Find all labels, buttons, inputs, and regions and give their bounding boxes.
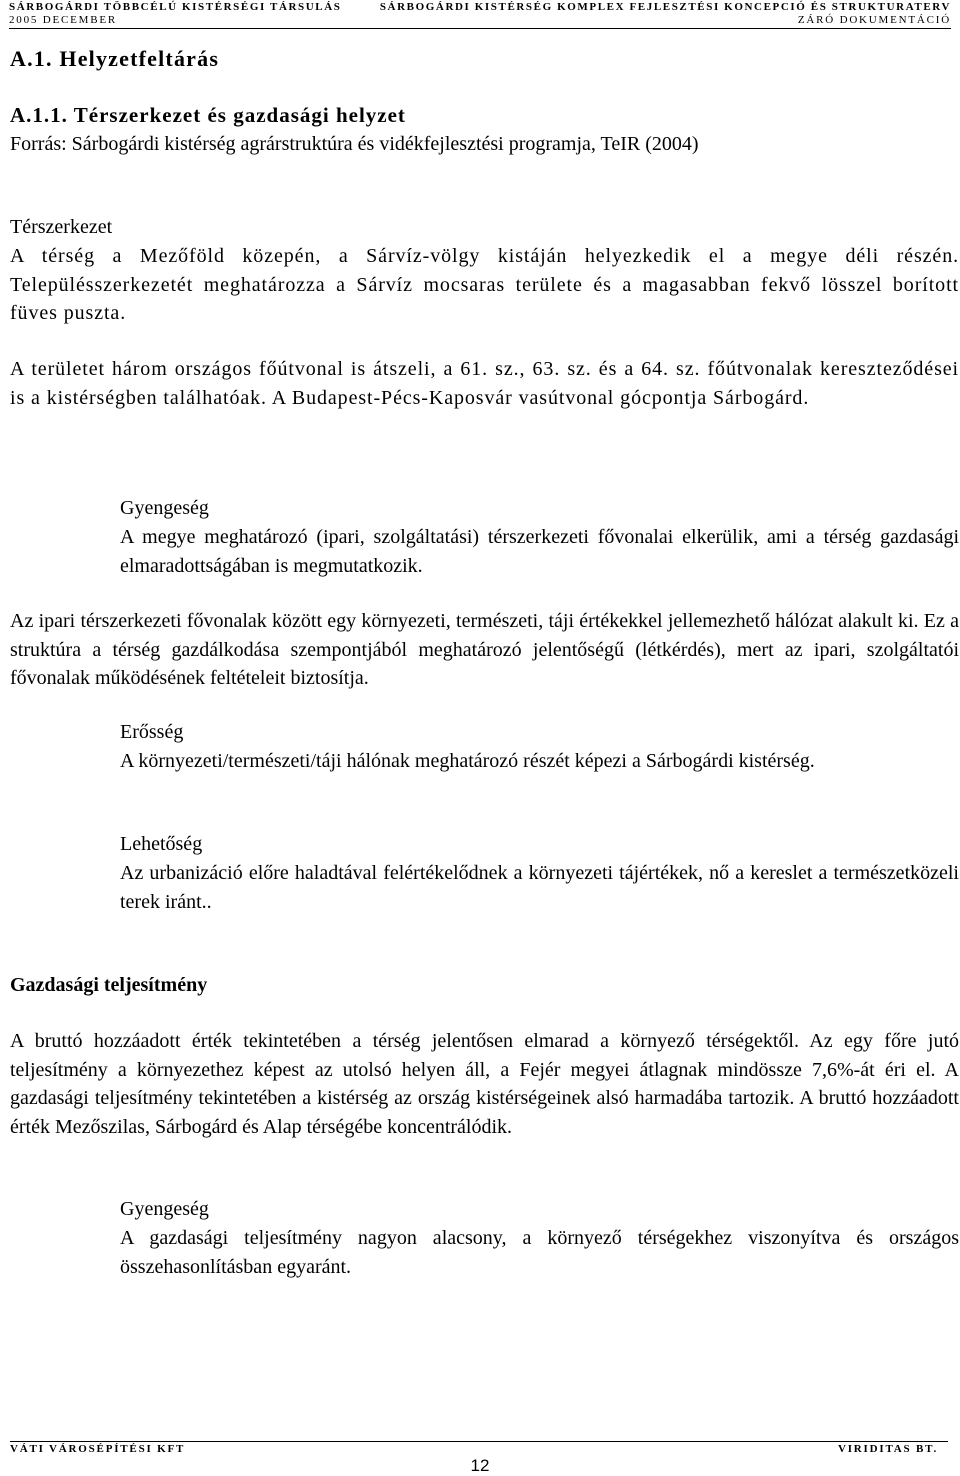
strength-text: A környezeti/természeti/táji hálónak meghatározó részét képezi a Sárbogárdi kistérség. [120, 750, 815, 772]
terszerkezet-paragraph-2: A területet három országos főútvonal is átszeli, a 61. sz., 63. sz. és a 64. sz. főútvonalak kereszteződései is a kistérségben találhatóak. A Budapest-Pécs-Kaposvár vasútvonal gócpontja Sárbogárd. [10, 358, 959, 409]
terszerkezet-paragraph-1: A térség a Mezőföld közepén, a Sárvíz-völgy kistáján helyezkedik el a megye déli részén. Településszerkezetét meghatározza a Sárvíz mocsaras területe és a magasabban fekvő lösszel borított füves puszta. [10, 245, 959, 324]
section-title: A.1. Helyzetfeltárás [10, 46, 220, 71]
subsection-title: A.1.1. Térszerkezet és gazdasági helyzet [10, 103, 406, 127]
footer-divider [10, 1441, 948, 1442]
gazdasag-paragraph-1: A bruttó hozzáadott érték tekintetében a térség jelentősen elmarad a környező térségektől. Az egy főre jutó teljesítmény a környezethez képest az utolsó helyen áll, a Fejér megyei átlagnak mindössze 7,6%-át éri el. A gazdasági teljesítmény tekintetében a kistérség az ország kistérségeinek alsó harmadába tartozik. A bruttó hozzáadott érték Mezőszilas, Sárbogárd és Alap térségébe koncentrálódik. [10, 1030, 959, 1138]
header-date: 2005 DECEMBER [9, 14, 118, 26]
weakness-text-2: A gazdasági teljesítmény nagyon alacsony, a környező térségekhez viszonyítva és országos összehasonlításban egyaránt. [120, 1227, 959, 1278]
footer-left: VÁTI VÁROSÉPÍTÉSI KFT [10, 1443, 186, 1455]
gazdasag-heading: Gazdasági teljesítmény [10, 974, 208, 996]
header-divider [9, 28, 951, 29]
opportunity-text: Az urbanizáció előre haladtával felértékelődnek a környezeti tájértékek, nő a kereslet a természetközeli terek iránt.. [120, 862, 959, 913]
strength-heading: Erősség [120, 721, 184, 743]
weakness-text-1: A megye meghatározó (ipari, szolgáltatási) térszerkezeti fővonalai elkerülik, ami a térség gazdasági elmaradottságában is megmutatkozik. [120, 526, 959, 577]
running-subheader [9, 14, 951, 28]
page-number: 12 [470, 1456, 490, 1475]
weakness-heading-1: Gyengeség [120, 497, 209, 519]
header-document-type: ZÁRÓ DOKUMENTÁCIÓ [797, 14, 951, 26]
weakness-heading-2: Gyengeség [120, 1198, 209, 1220]
terszerkezet-heading: Térszerkezet [10, 216, 113, 238]
header-organization: SÁRBOGÁRDI TÖBBCÉLÚ KISTÉRSÉGI TÁRSULÁS [9, 1, 342, 13]
terszerkezet-paragraph-3: Az ipari térszerkezeti fővonalak között egy környezeti, természeti, táji értékekkel jellemezhető hálózat alakult ki. Ez a struktúra a térség gazdálkodása szempontjából meghatározó jelentőségű (létkérdés), mert az ipari, szolgáltatói fővonalak működésének feltételeit biztosítja. [10, 610, 959, 689]
header-document-title: SÁRBOGÁRDI KISTÉRSÉG KOMPLEX FEJLESZTÉSI KONCEPCIÓ ÉS STRUKTURATERV [379, 1, 951, 13]
opportunity-heading: Lehetőség [120, 833, 203, 855]
running-header [9, 1, 951, 15]
source-line: Forrás: Sárbogárdi kistérség agrárstruktúra és vidékfejlesztési programja, TeIR (2004) [10, 133, 699, 155]
footer-right: VIRIDITAS BT. [837, 1443, 938, 1455]
